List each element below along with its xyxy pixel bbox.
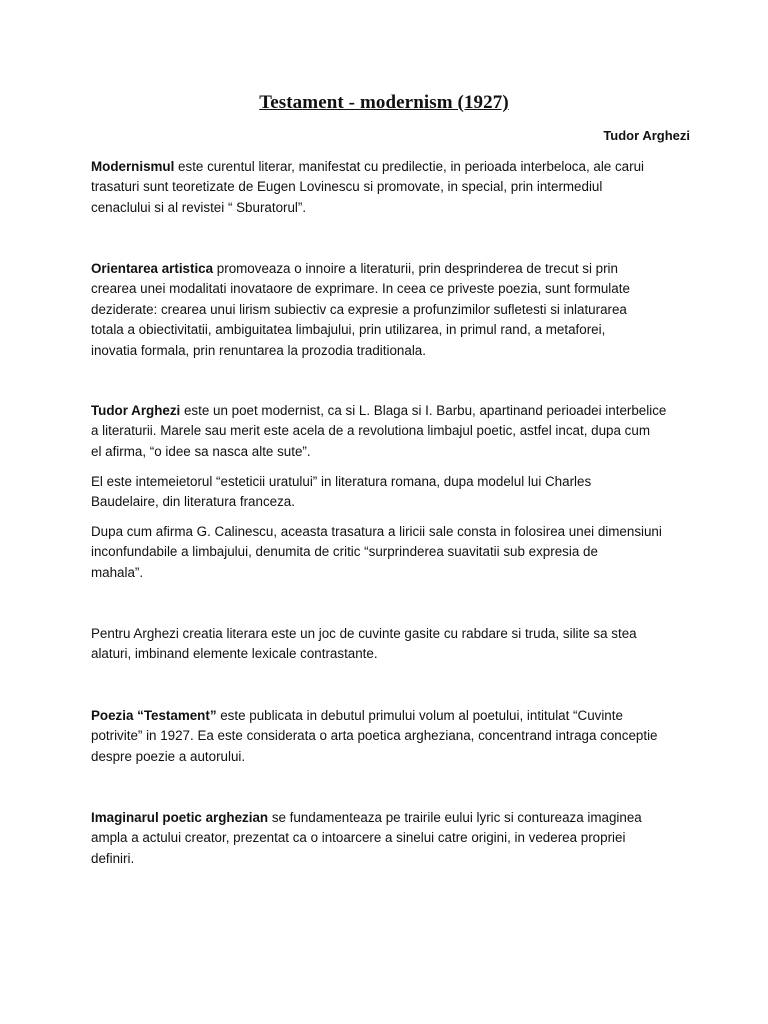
paragraph-line: ampla a actului creator, prezentat ca o intoarcere a sinelui catre origini, in vederea propriei [91, 830, 626, 846]
paragraph-line: definiri. [91, 850, 135, 866]
paragraph-line: Poezia “Testament” este publicata in debutul primului volum al poetului, intitulat “Cuvinte [91, 708, 623, 723]
paragraph-line: el afirma, “o idee sa nasca alte sute”. [91, 443, 311, 459]
paragraph-line: Dupa cum afirma G. Calinescu, aceasta trasatura a liricii sale consta in folosirea unei dimensiuni [91, 524, 662, 539]
paragraph-line: alaturi, imbinand elemente lexicale contrastante. [91, 646, 378, 662]
paragraph-line: totala a obiectivitatii, ambiguitatea limbajului, prin utilizarea, in primul rand, a metaforei, [91, 322, 606, 338]
paragraph-line: Orientarea artistica promoveaza o innoire a literaturii, prin desprinderea de trecut si prin [91, 261, 618, 276]
lead-term: Orientarea artistica [91, 261, 214, 276]
lead-term: Imaginarul poetic arghezian [91, 810, 269, 825]
paragraph-line: trasaturi sunt teoretizate de Eugen Lovinescu si promovate, in special, prin intermediul [91, 179, 603, 195]
paragraph-line: Imaginarul poetic arghezian se fundamenteaza pe trairile eului lyric si contureaza imaginea [91, 810, 642, 825]
paragraph-line: deziderate: crearea unui lirism subiectiv ca expresie a profunzimilor sufletesti si inlaturarea [91, 301, 627, 317]
paragraph-line: Baudelaire, din literatura franceza. [91, 494, 295, 510]
paragraph-line: cenaclului si al revistei “ Sburatorul”. [91, 199, 307, 215]
paragraph-orientarea [91, 259, 691, 361]
lead-term: Poezia “Testament” [91, 708, 217, 723]
paragraph-calinescu [91, 522, 691, 583]
paragraph-line: inconfundabile a limbajului, denumita de critic “surprinderea suavitatii sub expresia de [91, 544, 598, 560]
paragraph-creatia-literara [91, 624, 691, 665]
lead-term: Modernismul [91, 159, 175, 174]
paragraph-line: mahala”. [91, 564, 144, 580]
paragraph-line: despre poezie a autorului. [91, 748, 246, 764]
paragraph-line: potrivite” in 1927. Ea este considerata o arta poetica argheziana, concentrand intraga conceptie [91, 728, 658, 744]
paragraph-estetica-uratului [91, 472, 691, 513]
paragraph-modernism [91, 157, 691, 218]
paragraph-line: El este intemeietorul “esteticii uratului” in literatura romana, dupa modelul lui Charles [91, 474, 592, 489]
paragraph-line: inovatia formala, prin renuntarea la prozodia traditionala. [91, 342, 426, 358]
lead-term: Tudor Arghezi [91, 403, 181, 418]
paragraph-line: a literaturii. Marele sau merit este acela de a revolutiona limbajul poetic, astfel incat, dupa cum [91, 423, 650, 439]
author-name: Tudor Arghezi [603, 128, 690, 143]
paragraph-line: Modernismul este curentul literar, manifestat cu predilectie, in perioada interbeloca, ale carui [91, 159, 645, 174]
paragraph-line: crearea unei modalitati inovataore de exprimare. In ceea ce priveste poezia, sunt formulate [91, 281, 630, 297]
paragraph-poezia-testament [91, 706, 691, 767]
paragraph-tudor-arghezi [91, 401, 691, 462]
document-title: Testament - modernism (1927) [259, 92, 509, 113]
paragraph-imaginarul-poetic [91, 808, 691, 869]
paragraph-line: Tudor Arghezi este un poet modernist, ca si L. Blaga si I. Barbu, apartinand perioadei interbelice [91, 403, 667, 418]
paragraph-line: Pentru Arghezi creatia literara este un joc de cuvinte gasite cu rabdare si truda, silite sa stea [91, 626, 637, 641]
